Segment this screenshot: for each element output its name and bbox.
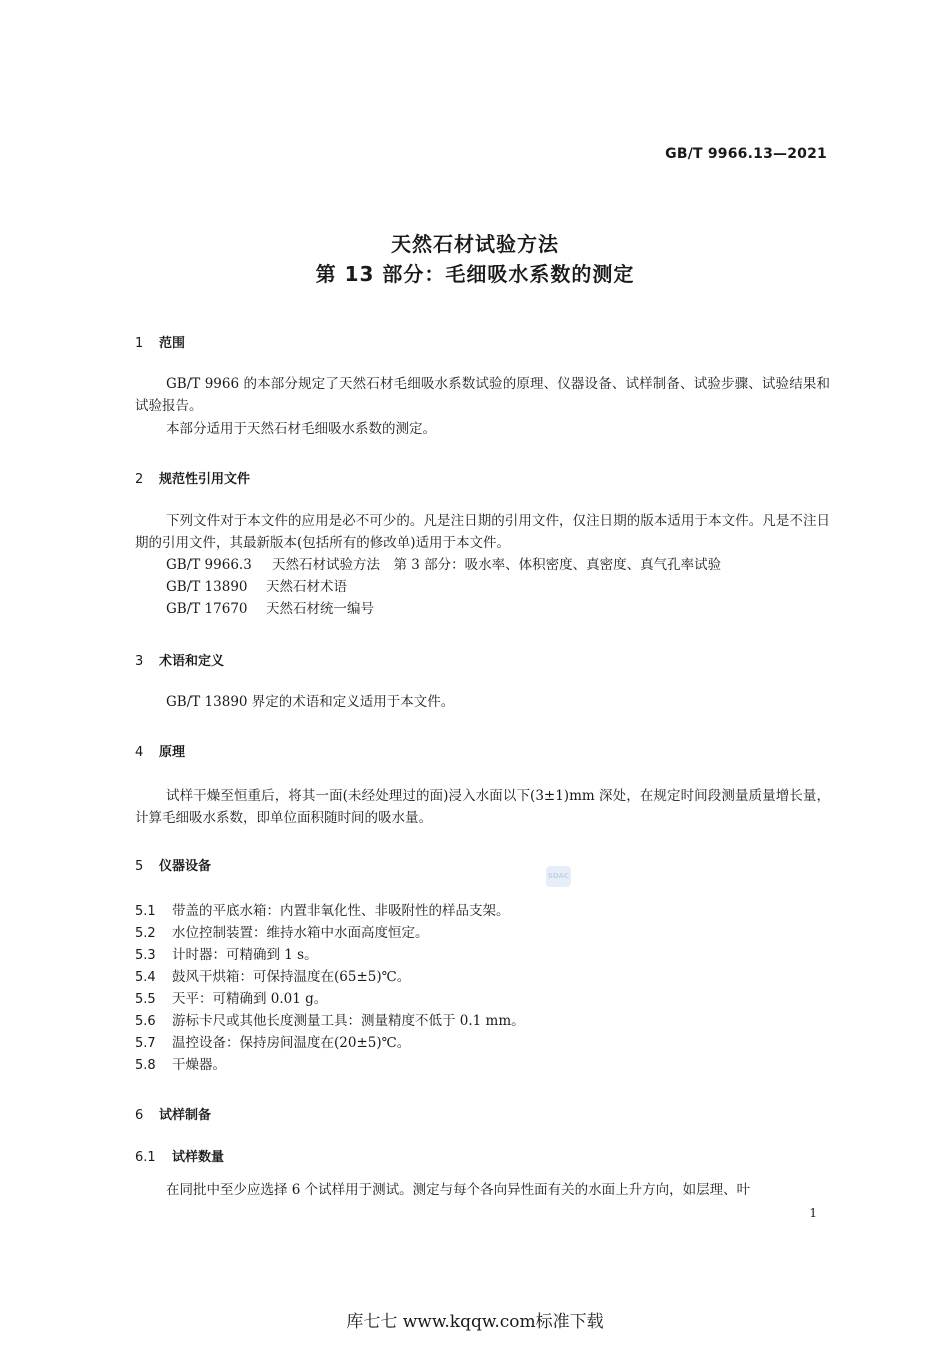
section-number: 2 (135, 472, 144, 487)
subsection-title: 试样数量 (172, 1150, 225, 1165)
item-number: 5.6 (135, 1014, 156, 1029)
item-number: 5.5 (135, 992, 156, 1007)
item-number: 5.7 (135, 1036, 156, 1051)
subsection-number: 6.1 (135, 1150, 156, 1165)
item-text: 鼓风干烘箱：可保持温度在(65±5)℃。 (172, 969, 411, 985)
section-3-paragraph-1: GB/T 13890 界定的术语和定义适用于本文件。 (166, 694, 455, 710)
equipment-item (135, 922, 429, 945)
section-1-paragraph-2: 本部分适用于天然石材毛细吸水系数的测定。 (166, 421, 436, 437)
item-text: 温控设备：保持房间温度在(20±5)℃。 (172, 1035, 411, 1051)
equipment-item (135, 1010, 525, 1033)
equipment-item (135, 1054, 226, 1077)
watermark-logo: SDAC (546, 866, 571, 887)
reference-code: GB/T 9966.3 (166, 557, 252, 573)
reference-title: 天然石材试验方法 第 3 部分：吸水率、体积密度、真密度、真气孔率试验 (272, 557, 722, 573)
section-number: 5 (135, 859, 144, 874)
item-number: 5.8 (135, 1058, 156, 1073)
page-number: 1 (809, 1206, 817, 1220)
equipment-item (135, 1032, 410, 1055)
section-title: 原理 (159, 745, 186, 760)
item-number: 5.4 (135, 970, 156, 985)
item-text: 干燥器。 (172, 1057, 226, 1073)
item-number: 5.1 (135, 904, 156, 919)
item-text: 游标卡尺或其他长度测量工具：测量精度不低于 0.1 mm。 (172, 1013, 525, 1029)
equipment-item (135, 944, 318, 967)
section-title: 范围 (159, 336, 186, 351)
section-title: 规范性引用文件 (159, 472, 251, 487)
standard-code: GB/T 9966.13—2021 (665, 146, 827, 162)
section-4-heading (135, 741, 185, 760)
item-text: 带盖的平底水箱：内置非氧化性、非吸附性的样品支架。 (172, 903, 510, 919)
footer-source: 库七七 www.kqqw.com标准下载 (346, 1312, 604, 1332)
section-number: 6 (135, 1108, 144, 1123)
reference-item (166, 598, 374, 620)
equipment-item (135, 988, 327, 1011)
section-2-paragraph-1: 下列文件对于本文件的应用是必不可少的。凡是注日期的引用文件，仅注日期的版本适用于本文件。凡是不注日期的引用文件，其最新版本(包括所有的修改单)适用于本文件。 (135, 513, 830, 551)
equipment-item (135, 966, 410, 989)
reference-title: 天然石材术语 (266, 579, 347, 595)
item-number: 5.3 (135, 948, 156, 963)
item-text: 天平：可精确到 0.01 g。 (172, 991, 328, 1007)
section-title: 试样制备 (159, 1108, 212, 1123)
section-3-heading (135, 650, 224, 669)
reference-title: 天然石材统一编号 (266, 601, 374, 617)
section-1-paragraph-1: GB/T 9966 的本部分规定了天然石材毛细吸水系数试验的原理、仪器设备、试样制备、试验步骤、试验结果和试验报告。 (135, 376, 830, 414)
subsection-6-1-heading (135, 1146, 224, 1165)
reference-code: GB/T 17670 (166, 601, 248, 617)
reference-item (166, 554, 721, 576)
section-6-paragraph-1: 在同批中至少应选择 6 个试样用于测试。测定与每个各向异性面有关的水面上升方向，如层理、叶 (166, 1182, 751, 1198)
item-text: 计时器：可精确到 1 s。 (172, 947, 318, 963)
section-number: 4 (135, 745, 144, 760)
equipment-item (135, 900, 510, 923)
section-number: 1 (135, 336, 144, 351)
section-1-heading (135, 332, 185, 351)
document-subtitle: 第 13 部分：毛细吸水系数的测定 (315, 262, 635, 286)
section-number: 3 (135, 654, 144, 669)
section-title: 仪器设备 (159, 859, 212, 874)
section-6-heading (135, 1104, 211, 1123)
item-text: 水位控制装置：维持水箱中水面高度恒定。 (172, 925, 429, 941)
document-title: 天然石材试验方法 (391, 232, 559, 256)
item-number: 5.2 (135, 926, 156, 941)
reference-code: GB/T 13890 (166, 579, 248, 595)
section-4-paragraph-1: 试样干燥至恒重后，将其一面(未经处理过的面)浸入水面以下(3±1)mm 深处，在规定时间段测量质量增长量，计算毛细吸水系数，即单位面积随时间的吸水量。 (135, 788, 830, 826)
section-2-heading (135, 468, 250, 487)
reference-item (166, 576, 347, 598)
section-title: 术语和定义 (159, 654, 225, 669)
section-5-heading (135, 855, 211, 874)
